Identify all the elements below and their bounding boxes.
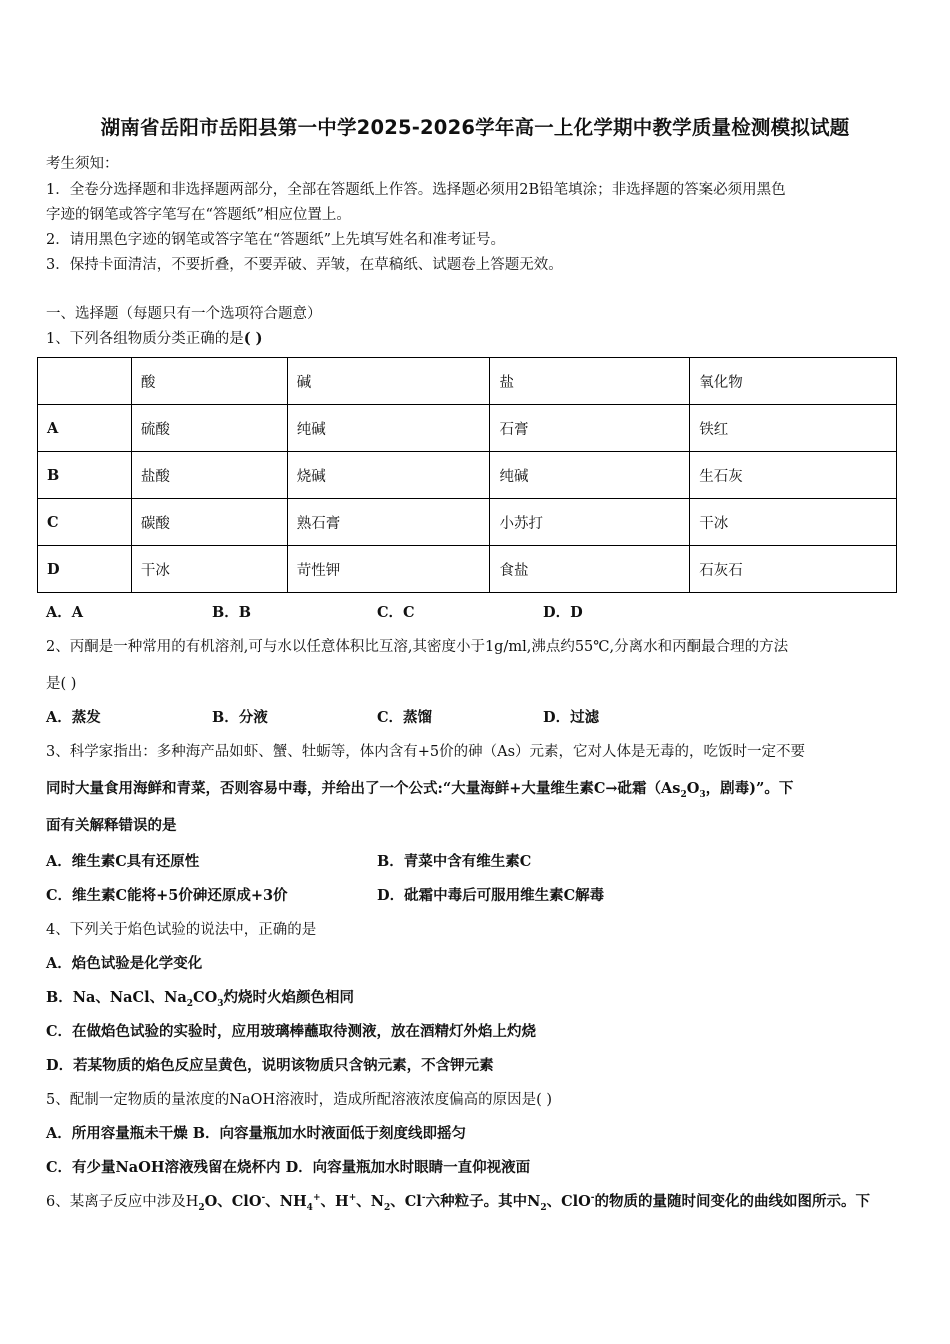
formula-text: O、ClO (204, 1193, 262, 1210)
table-header-row (38, 358, 897, 405)
option-b[interactable] (46, 986, 354, 1007)
subscript: 2 (540, 1202, 547, 1213)
subscript: 2 (384, 1202, 391, 1213)
option-b-text: B．Na、NaCl、Na (46, 989, 187, 1006)
question-1-text: 1、下列各组物质分类正确的是 (46, 331, 244, 347)
option-c[interactable]: C．维生素C能将+5价砷还原成+3价 (46, 887, 288, 904)
option-a[interactable]: A．A (46, 604, 84, 621)
table-cell: 纯碱 (490, 452, 690, 499)
table-row (38, 499, 897, 546)
table-cell: 小苏打 (490, 499, 690, 546)
row-label: C (38, 499, 132, 546)
question-6-stem (46, 1190, 870, 1211)
option-d[interactable]: D．过滤 (543, 709, 600, 726)
superscript: - (421, 1193, 426, 1204)
superscript: + (312, 1193, 321, 1204)
option-b[interactable]: B．青菜中含有维生素C (377, 853, 532, 870)
question-3-stem-end: 面有关解释错误的是 (46, 817, 177, 834)
subscript: 2 (198, 1202, 205, 1213)
notice-heading: 考生须知： (46, 156, 119, 172)
option-d[interactable]: D．D (543, 604, 583, 621)
table-cell: 熟石膏 (287, 499, 490, 546)
question-1-paren: ( ) (243, 330, 263, 347)
options-row[interactable]: A．所用容量瓶未干燥 B．向容量瓶加水时液面低于刻度线即摇匀 (46, 1125, 467, 1142)
question-3-text: ，剧毒)”。下 (705, 780, 794, 797)
table-cell: 石灰石 (690, 546, 897, 593)
table-row (38, 546, 897, 593)
table-cell: 石膏 (490, 405, 690, 452)
question-3-stem-cont (46, 777, 793, 798)
option-a[interactable]: A．焰色试验是化学变化 (46, 955, 203, 972)
superscript: + (348, 1193, 357, 1204)
option-b[interactable]: B．分液 (212, 709, 268, 726)
option-c[interactable]: C．蒸馏 (377, 709, 433, 726)
row-label: B (38, 452, 132, 499)
notice-item: 2．请用黑色字迹的钢笔或答字笔在“答题纸”上先填写姓名和准考证号。 (46, 232, 506, 248)
q6-text: 6、某离子反应中涉及H (46, 1194, 199, 1210)
notice-item: 字迹的钢笔或答字笔写在“答题纸”相应位置上。 (46, 207, 351, 223)
superscript: - (261, 1193, 266, 1204)
table-cell: 食盐 (490, 546, 690, 593)
option-d[interactable]: D．若某物质的焰色反应呈黄色，说明该物质只含钠元素，不含钾元素 (46, 1057, 494, 1074)
option-c[interactable]: C．在做焰色试验的实验时，应用玻璃棒蘸取待测液，放在酒精灯外焰上灼烧 (46, 1023, 537, 1040)
question-3-stem: 3、科学家指出：多种海产品如虾、蟹、牡蛎等，体内含有+5价的砷（As）元素，它对人体是无毒的，吃饭时一定不要 (46, 744, 806, 760)
classification-table (37, 357, 897, 593)
option-b[interactable]: B．B (212, 604, 252, 621)
table-cell: 盐酸 (131, 452, 287, 499)
table-cell: 铁红 (690, 405, 897, 452)
question-1-stem (46, 327, 263, 348)
formula-text: O (686, 780, 700, 797)
options-row[interactable]: C．有少量NaOH溶液残留在烧杯内 D．向容量瓶加水时眼睛一直仰视液面 (46, 1159, 531, 1176)
option-b-text: 灼烧时火焰颜色相同 (223, 989, 354, 1006)
option-a[interactable]: A．维生素C具有还原性 (46, 853, 200, 870)
table-cell: 干冰 (690, 499, 897, 546)
table-cell: 烧碱 (287, 452, 490, 499)
subscript: 3 (217, 998, 224, 1009)
table-cell: 苛性钾 (287, 546, 490, 593)
table-header-cell: 碱 (287, 358, 490, 405)
table-row (38, 452, 897, 499)
q6-text: 六种粒子。其中N (425, 1193, 541, 1210)
option-a[interactable]: A．蒸发 (46, 709, 101, 726)
notice-item: 1．全卷分选择题和非选择题两部分，全部在答题纸上作答。选择题必须用2B铅笔填涂；非选择题的答案必须用黑色 (46, 182, 786, 198)
page-title: 湖南省岳阳市岳阳县第一中学2025-2026学年高一上化学期中教学质量检测模拟试题 (100, 116, 850, 139)
table-header-cell: 酸 (131, 358, 287, 405)
question-2-stem-cont: 是( ) (46, 676, 77, 692)
table-cell: 干冰 (131, 546, 287, 593)
table-cell: 生石灰 (690, 452, 897, 499)
question-4-stem: 4、下列关于焰色试验的说法中，正确的是 (46, 922, 317, 938)
formula-text: 、NH (265, 1193, 307, 1210)
notice-item: 3．保持卡面清洁，不要折叠，不要弄破、弄皱，在草稿纸、试题卷上答题无效。 (46, 257, 563, 273)
row-label: A (38, 405, 132, 452)
section-heading: 一、选择题（每题只有一个选项符合题意） (46, 306, 322, 322)
formula-text: 、Cl (390, 1193, 422, 1210)
table-header-cell: 盐 (490, 358, 690, 405)
formula-text: 、H (320, 1193, 349, 1210)
question-3-text: 同时大量食用海鲜和青菜，否则容易中毒，并给出了一个公式:“大量海鲜+大量维生素C→砒霜（As (46, 780, 681, 797)
table-cell: 碳酸 (131, 499, 287, 546)
table-row (38, 405, 897, 452)
table-cell: 纯碱 (287, 405, 490, 452)
subscript: 2 (680, 789, 687, 800)
table-cell (38, 358, 132, 405)
formula-text: 、N (356, 1193, 384, 1210)
formula-text: 、ClO (546, 1193, 591, 1210)
subscript: 2 (186, 998, 194, 1009)
subscript: 3 (699, 789, 706, 800)
option-d[interactable]: D．砒霜中毒后可服用维生素C解毒 (377, 887, 605, 904)
formula-text: CO (193, 989, 218, 1006)
table-header-cell: 氧化物 (690, 358, 897, 405)
question-2-stem: 2、丙酮是一种常用的有机溶剂,可与水以任意体积比互溶,其密度小于1g/ml,沸点约55℃,分离水和丙酮最合理的方法 (46, 639, 789, 655)
row-label: D (38, 546, 132, 593)
q6-text: 的物质的量随时间变化的曲线如图所示。下 (594, 1193, 871, 1210)
superscript: - (590, 1193, 595, 1204)
subscript: 4 (306, 1202, 313, 1213)
table-cell: 硫酸 (131, 405, 287, 452)
question-5-stem: 5、配制一定物质的量浓度的NaOH溶液时，造成所配溶液浓度偏高的原因是( ) (46, 1092, 553, 1108)
option-c[interactable]: C．C (377, 604, 415, 621)
